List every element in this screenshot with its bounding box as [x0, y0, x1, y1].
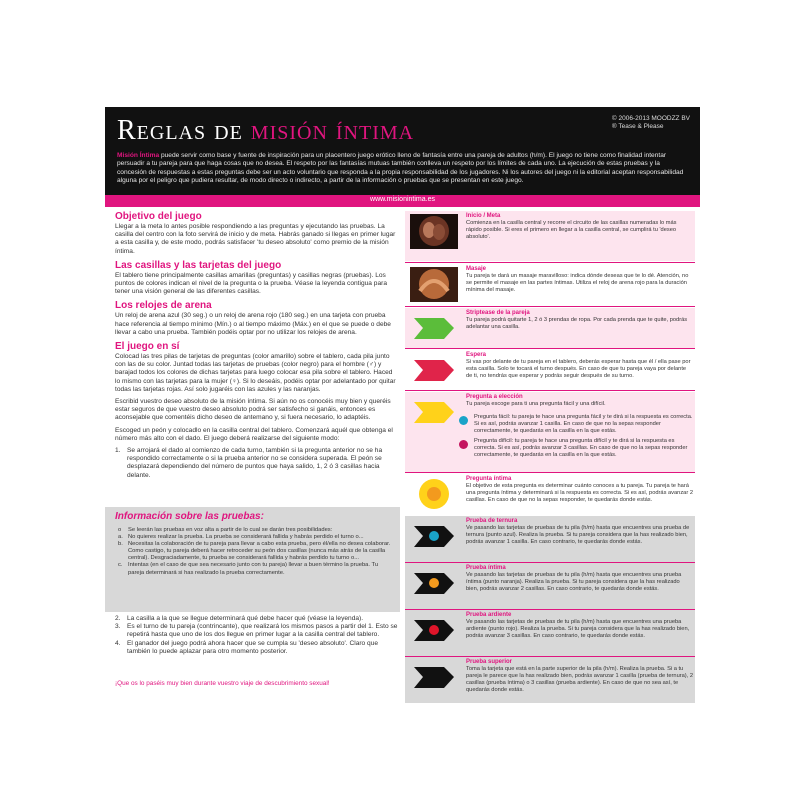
legend-description: Si vas por delante de tu pareja en el tablero, deberás esperar hasta que él / ella pase por esta casilla. Solo te tocará el turno después. En caso de que tu pareja vaya por delante de ti, no tendrás que esperar y podrás seguir después de su turno. — [466, 359, 691, 379]
legend-burning-test — [405, 610, 695, 656]
red-dot-icon — [459, 440, 468, 449]
info-item-text: Intentas (en el caso de que sea necesario junto con tu pareja) llevar a buen término la prueba. Tu pareja determinará si has realizado la prueba correctamente. — [128, 562, 379, 576]
step-number: 1. — [115, 447, 121, 455]
question-levels — [457, 411, 693, 459]
section-text-game: Colocad las tres pilas de tarjetas de preguntas (color amarillo) sobre el tablero, cada pila junto con las de su color. Juntad todas las tarjetas de pruebas (color negro) para el hombre (♂) y barajad todos los colores de dichas tarjetas para luego colocar esa pila sobre el tablero. Haced lo mismo con las tarjetas para la mujer (♀). Si lo deseáis, podéis optar por adelantado por quitar todas las tarjetas rojas. Así solo jugaréis con las azules y las naranjas. — [115, 353, 396, 393]
legend-title: Prueba íntima — [466, 565, 506, 571]
legend-start-finish — [405, 211, 695, 261]
section-text-hourglass: Un reloj de arena azul (30 seg.) o un reloj de arena rojo (180 seg.) en una tarjeta con prueba hace referencia al tiempo mínimo (Mín.) o al tiempo máximo (Máx.) en el que se puede o debe llevar a cabo una prueba. También podéis optar por no utilizar los relojes de arena. — [115, 312, 391, 336]
legend-description: Tu pareja podrá quitarte 1, 2 ó 3 prendas de ropa. Por cada prenda que te quite, podrás adelantar una casilla. — [466, 317, 688, 330]
divider — [405, 390, 695, 391]
tests-info-panel — [105, 507, 400, 612]
legend-text — [466, 352, 693, 380]
legend-massage — [405, 264, 695, 306]
section-title-squares: Las casillas y las tarjetas del juego — [115, 259, 282, 271]
green-arrow-icon — [410, 311, 458, 346]
legend-title: Striptease de la pareja — [466, 310, 530, 316]
legend-description: El objetivo de esta pregunta es determinar cuánto conoces a tu pareja. Tu pareja te hará una pregunta íntima y determinará si la respuesta es correcta. Si es así, podrás avanzar 2 casillas. En caso de que no la sepas responder, te quedarás donde estás. — [466, 483, 693, 503]
step-1 — [115, 447, 398, 480]
massage-photo-icon — [410, 267, 458, 302]
legend-description: Comienza en la casilla central y recorre el circuito de las casillas numeradas lo más rápido posible. Si eres el primero en llegar a la casilla central, se cumplirá tu 'deseo absoluto'. — [466, 220, 677, 240]
burning-test-icon — [410, 613, 458, 648]
step-text: El ganador del juego podrá ahora hacer que se cumpla su 'deseo absoluto'. Claro que también lo puede aplazar para otro momento posterior. — [127, 639, 379, 655]
section-title-hourglass: Los relojes de arena — [115, 300, 212, 312]
intro-paragraph — [117, 152, 689, 185]
info-item-text: Necesitas la colaboración de tu pareja para llevar a cabo esta prueba, pero él/ella no desea colaborar. Como castigo, tu pareja deberá hacer retroceder su peón dos casillas (nunca más atrás de la casilla central). Desgraciadamente, tu prueba se considerará fallida y habrás perdido tu turno o... — [128, 541, 391, 562]
step-2 — [115, 615, 398, 623]
legend-title: Pregunta íntima — [466, 476, 512, 482]
legend-description: Tu pareja escoge para ti una pregunta fácil y una difícil. — [466, 401, 606, 407]
divider — [405, 306, 695, 307]
legend-description: Ve pasando las tarjetas de pruebas de tu pila (h/m) hasta que encuentres una prueba íntima (punto naranja). Realiza la prueba. Si tu pareja considera que la has realizado bien, podrás avanzar 2 casillas. En caso contrario, te quedarás donde estás. — [466, 572, 682, 592]
legend-title: Prueba de ternura — [466, 518, 518, 524]
header — [105, 107, 700, 195]
wish-paragraph: Escribid vuestro deseo absoluto de la misión íntima. Si aún no os conocéis muy bien y queréis estar seguros de que vuestro deseo absoluto podrá ser satisfecho si ganáis, entonces es aconsejable que comentéis dicho deseo de antemano y, si fuera necesario, lo adaptéis. — [115, 398, 391, 422]
legend-title: Pregunta a elección — [466, 394, 523, 400]
top-card-icon — [410, 660, 458, 695]
section-title-game: El juego en sí — [115, 341, 180, 353]
section-text-objective: Llegar a la meta lo antes posible respondiendo a las preguntas y ejecutando las pruebas. La casilla del centro con la foto servirá de inicio y de meta. Habrás ganado si llegas en primer lugar a esta casilla y, de este modo, podrás satisfacer 'tu deseo absoluto' como premio de la misión íntima. — [115, 223, 396, 255]
step-text: La casilla a la que se llegue determinará qué debe hacer qué (véase la leyenda). — [127, 615, 364, 622]
title-part-1: Reglas de — [117, 115, 251, 146]
bullet: a. — [118, 534, 123, 541]
legend-choice-question — [405, 392, 695, 472]
legend-title: Prueba ardiente — [466, 612, 512, 618]
section-title-objective: Objetivo del juego — [115, 211, 202, 222]
intimate-test-icon — [410, 566, 458, 601]
list-item — [118, 541, 393, 562]
blue-dot-icon — [459, 416, 468, 425]
section-text-squares: El tablero tiene principalmente casillas amarillas (preguntas) y casillas negras (pruebas). Los puntos de colores indican el nivel de la pregunta o la prueba. Véase la leyenda contigua para tener una visión general de las diferentes casillas. — [115, 271, 387, 296]
website-link[interactable]: www.misionintima.es — [370, 196, 435, 203]
legend-text — [466, 394, 693, 408]
legend-text — [466, 266, 693, 294]
legend-description: Toma la tarjeta que está en la parte superior de la pila (h/m). Realiza la prueba. Si a tu pareja le parece que la has realizado bien, podrás avanzar 1 casilla (prueba de ternura), 2 casillas (prueba íntima) o 3 casillas (prueba ardiente). En caso de que no sea así, te quedarás donde estás. — [466, 666, 694, 693]
info-item-text: Se leerán las pruebas en voz alta a partir de lo cual se darán tres posibilidades: — [128, 527, 333, 533]
divider — [405, 348, 695, 349]
intimate-question-icon — [410, 477, 458, 512]
yellow-arrow-icon — [410, 395, 458, 430]
step-number: 4. — [115, 639, 121, 647]
step-text: Es el turno de tu pareja (contrincante), que realizará los mismos pasos a partir del 1. Esto se repetirá hasta que uno de los dos llegue en primer lugar a la casilla central del tablero. — [127, 623, 398, 639]
brand-line: ® Tease & Please — [611, 123, 664, 130]
list-item — [118, 527, 393, 534]
divider — [405, 262, 695, 263]
legend-title: Masaje — [466, 266, 487, 272]
bullet: o — [118, 527, 122, 533]
intro-text: puede servir como base y fuente de inspiración para un placentero juego erótico lleno de fantasía entre una pareja de adultos (h/m). El juego no tiene como finalidad intentar persuadir a tu pareja para que haga cosas que no desea. El respeto por las fantasías mutuas también conlleva un respeto por los límites de cada uno. La ejecución de estas pruebas y la concesión de respuestas a estas preguntas debe ser un acto voluntario que responda a la propia responsabilidad de los jugadores. Ni los autores del juego ni la editorial aceptan responsabilidad alguna por el peligro que pudiera resultar, de modo directo o indirecto, a partir de la información o pruebas que se presentan en este juego. — [117, 152, 684, 184]
couple-photo-icon — [410, 214, 458, 249]
step-number: 3. — [115, 623, 121, 631]
legend-text — [466, 213, 693, 241]
step-3 — [115, 623, 398, 639]
steps-bottom — [115, 615, 398, 656]
tenderness-test-icon — [410, 519, 458, 554]
copyright-text: © 2006-2013 MOODZZ BV — [611, 115, 690, 122]
info-list — [118, 527, 393, 577]
sub-text: Pregunta difícil: tu pareja te hace una pregunta difícil y te dirá si la respuesta es correcta. Si es así, podrás avanzar 3 casillas. En caso de que no la sepas responder correctamente, te quedarás en la casilla en la que estás. — [474, 438, 688, 458]
legend-text — [466, 310, 693, 331]
legend-text — [466, 518, 693, 546]
bullet: b. — [118, 541, 123, 548]
list-item — [118, 562, 393, 576]
legend-text — [466, 659, 693, 694]
legend-text — [466, 612, 693, 640]
step-text: Se arrojará el dado al comienzo de cada turno, también si la pregunta anterior no se ha respondido correctamente o si la prueba anterior no se considera superada. El peón se desplazará dependiendo del número de puntos que haya salido, 1, 2 ó 3 casillas hacia delante. — [127, 447, 383, 479]
easy-question — [457, 414, 693, 435]
divider — [405, 472, 695, 473]
legend-intimate-test — [405, 563, 695, 609]
sub-text: Pregunta fácil: tu pareja te hace una pregunta fácil y te dirá si la respuesta es correcta. Si es así, podrás avanzar 1 casilla. En caso de que no la sepas responder correctamente, te quedarás en la casilla en la que estás. — [474, 414, 693, 434]
info-item-text: No quieres realizar la prueba. La prueba se considerará fallida y habrás perdido el turno o... — [128, 534, 364, 541]
step-number: 2. — [115, 615, 121, 622]
closing-line: ¡Que os lo paséis muy bien durante vuestro viaje de descubrimiento sexual! — [115, 680, 330, 687]
info-title: Información sobre las pruebas: — [115, 511, 264, 522]
page-title — [117, 115, 414, 147]
hard-question — [457, 438, 693, 459]
legend-top-test — [405, 657, 695, 703]
legend-title: Espera — [466, 352, 487, 358]
step-4 — [115, 640, 398, 656]
start-paragraph: Escoged un peón y colocadlo en la casilla central del tablero. Comenzará aquél que obtenga el número más alto con el dado. El juego deberá realizarse del siguiente modo: — [115, 426, 393, 442]
bullet: c. — [118, 562, 123, 569]
legend-intimate-question — [405, 474, 695, 516]
legend-text — [466, 565, 693, 593]
rules-sheet — [105, 107, 700, 707]
legend-description: Ve pasando las tarjetas de pruebas de tu pila (h/m) hasta que encuentres una prueba de ternura (punto azul). Realiza la prueba. Si tu pareja considera que la has realizado bien, podrás avanzar 1 casilla. En caso contrario, te quedarás donde estás. — [466, 525, 690, 545]
legend-title: Inicio / Meta — [466, 213, 501, 219]
legend-description: Tu pareja te dará un masaje maravilloso: indica dónde deseas que te lo dé. Atención, no se permite el masaje en las partes íntimas. Utiliza el reloj de arena rojo para la duración mínima del masaje. — [466, 273, 689, 293]
red-arrow-icon — [410, 353, 458, 388]
title-part-2: misión íntima — [250, 115, 415, 146]
legend-description: Ve pasando las tarjetas de pruebas de tu pila (h/m) hasta que encuentres una prueba ardiente (punto rojo). Realiza la prueba. Si tu pareja considera que la has realizado bien, podrás avanzar 3 casillas. En caso contrario, te quedarás donde estás. — [466, 619, 690, 639]
rules-column — [115, 211, 398, 480]
legend-striptease — [405, 308, 695, 348]
copyright-block — [612, 115, 690, 131]
legend-tenderness-test — [405, 516, 695, 562]
intro-brand: Misión Íntima — [117, 152, 160, 159]
legend-title: Prueba superior — [466, 659, 513, 665]
legend-wait — [405, 350, 695, 390]
legend-text — [466, 476, 693, 504]
list-item — [118, 534, 393, 541]
